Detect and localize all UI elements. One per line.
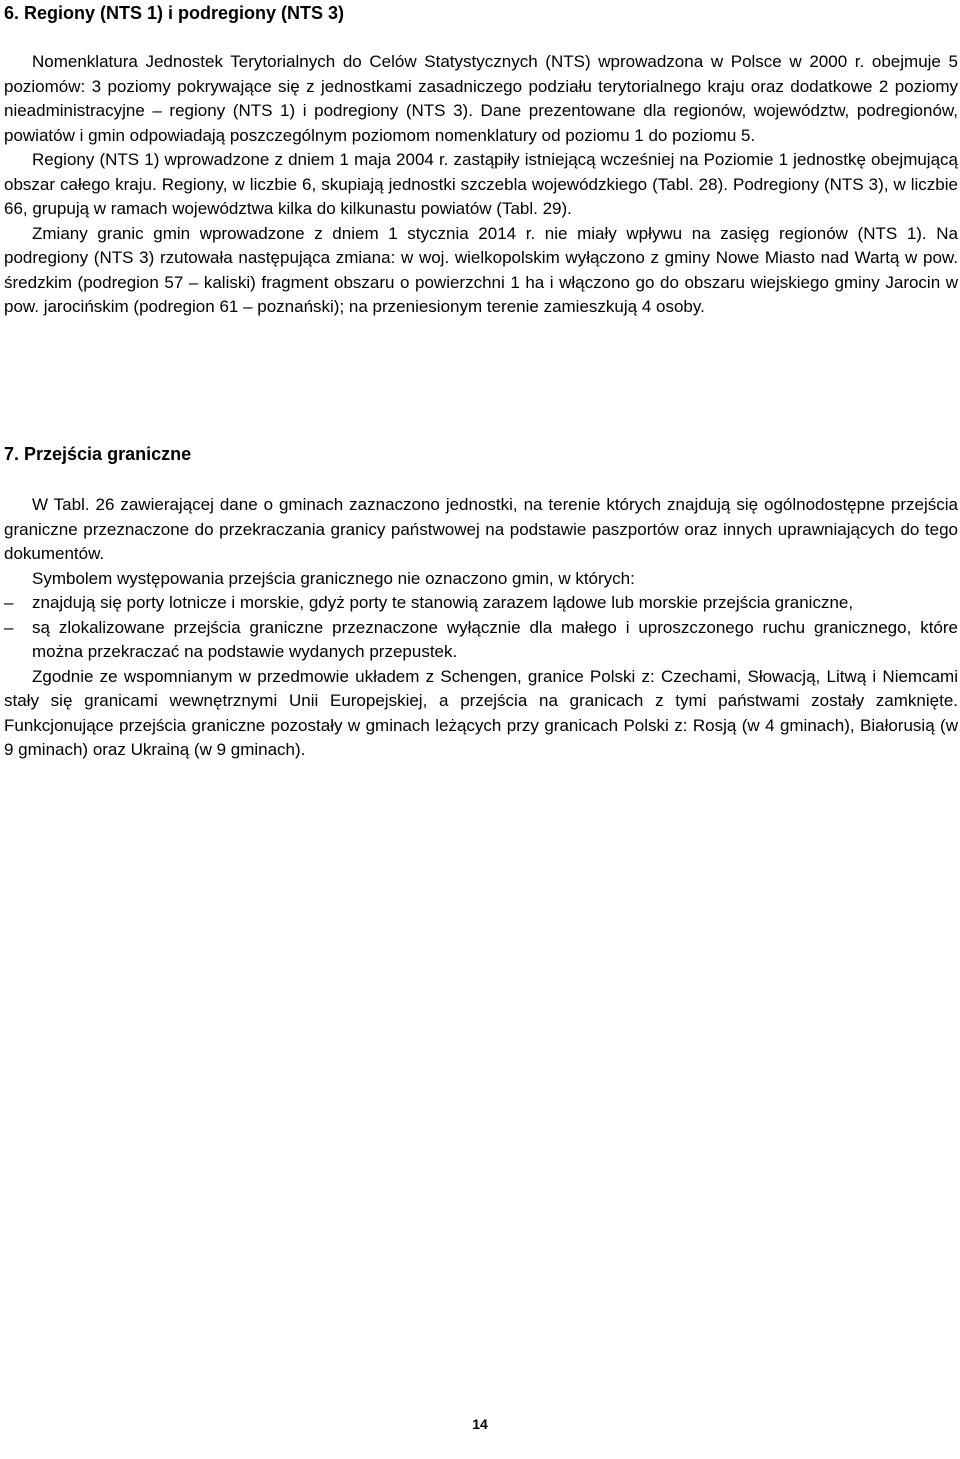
list-item-text: znajdują się porty lotnicze i morskie, gdyż porty te stanowią zarazem lądowe lub morskie przejścia graniczne, — [32, 593, 854, 612]
dash-bullet-icon: – — [4, 593, 14, 612]
list-item — [4, 616, 958, 665]
paragraph-border-crossings: W Tabl. 26 zawierającej dane o gminach zaznaczono jednostki, na terenie których znajdują się ogólnodostępne przejścia graniczne przeznaczone do przekraczania granicy państwowej na podstawie paszportów oraz innych uprawniających do tego dokumentów. — [4, 495, 958, 563]
list-item-text: są zlokalizowane przejścia graniczne przeznaczone wyłącznie dla małego i uproszczonego ruchu granicznego, które można przekraczać na podstawie wydanych przepustek. — [32, 617, 958, 661]
dash-bullet-icon: – — [4, 617, 14, 637]
page-number: 14 — [472, 1416, 488, 1432]
paragraph-nts-intro: Nomenklatura Jednostek Terytorialnych do Celów Statystycznych (NTS) wprowadzona w Polsce w 2000 r. obejmuje 5 poziomów: 3 poziomy pokrywające się z jednostkami zasadniczego podziału terytorialnego kraju oraz dodatkowe 2 poziomy nieadministracyjne – regiony (NTS 1) i podregiony (NTS 3). Dane prezentowane dla regionów, województw, podregionów, powiatów i gmin odpowiadają poszczególnym poziomom nomenklatury od poziomu 1 do poziomu 5. — [4, 52, 958, 145]
section-6-title: 6. Regiony (NTS 1) i podregiony (NTS 3) — [4, 3, 345, 23]
section-6-body — [4, 50, 958, 320]
section-7-body — [4, 493, 958, 763]
paragraph-schengen: Zgodnie ze wspomnianym w przedmowie układem z Schengen, granice Polski z: Czechami, Słowacją, Litwą i Niemcami stały się granicami wewnętrznymi Unii Europejskiej, a przejścia na granicach z tymi państwami zostały zamknięte. Funkcjonujące przejścia graniczne pozostały w gminach leżących przy granicach Polski z: Rosją (w 4 gminach), Białorusią (w 9 gminach) oraz Ukrainą (w 9 gminach). — [4, 666, 958, 759]
paragraph-nts-regions: Regiony (NTS 1) wprowadzone z dniem 1 maja 2004 r. zastąpiły istniejącą wcześniej na Poziomie 1 jednostkę obejmującą obszar całego kraju. Regiony, w liczbie 6, skupiają jednostki szczebla wojewódzkiego (Tabl. 28). Podregiony (NTS 3), w liczbie 66, grupują w ramach województwa kilka do kilkunastu powiatów (Tabl. 29). — [4, 150, 958, 218]
paragraph-nts-changes: Zmiany granic gmin wprowadzone z dniem 1 stycznia 2014 r. nie miały wpływu na zasięg regionów (NTS 1). Na podregiony (NTS 3) rzutowała następująca zmiana: w woj. wielkopolskim wyłączono z gminy Nowe Miasto nad Wartą w pow. średzkim (podregion 57 – kaliski) fragment obszaru o powierzchni 1 ha i włączono go do obszaru wiejskiego gminy Jarocin w pow. jarocińskim (podregion 61 – poznański); na przeniesionym terenie zamieszkują 4 osoby. — [4, 223, 958, 316]
paragraph-symbol-note: Symbolem występowania przejścia granicznego nie oznaczono gmin, w których: — [32, 568, 635, 588]
section-7-title: 7. Przejścia graniczne — [4, 444, 192, 464]
exceptions-list — [4, 591, 958, 665]
list-item — [4, 591, 958, 616]
